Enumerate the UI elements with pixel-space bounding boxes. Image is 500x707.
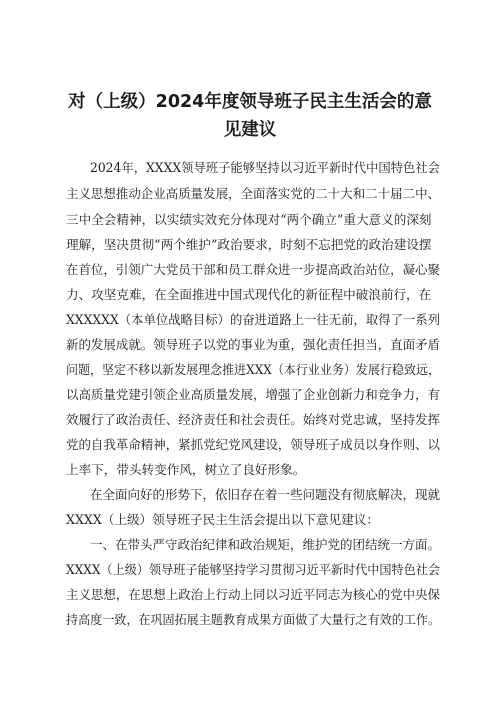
paragraph-line: 2024年，XXXX领导班子能够坚持以习近平新时代中国特色社会 bbox=[90, 160, 440, 175]
paragraph-line: 在首位，引领广大党员干部和员工群众进一步提高政治站位，凝心聚 bbox=[66, 262, 440, 277]
paragraph-line: 主义思想推动企业高质量发展，全面落实党的二十大和二十届二中、 bbox=[66, 186, 440, 201]
paragraph-line: 主义思想，在思想上政治上行动上同以习近平同志为核心的党中央保 bbox=[66, 587, 440, 602]
paragraph-line: 理解，坚决贯彻“两个维护”政治要求，时刻不忘把党的政治建设摆 bbox=[66, 237, 432, 252]
paragraph-line: 力、攻坚克难，在全面推进中国式现代化的新征程中破浪前行，在 bbox=[66, 287, 432, 302]
paragraph-line: XXXXXX（本单位战略目标）的奋进道路上一往无前，取得了一系列 bbox=[66, 312, 440, 327]
paragraph-line: 以高质量党建引领企业高质量发展，增强了企业创新力和竞争力，有 bbox=[66, 387, 440, 402]
paragraph-line: 党的自我革命精神，紧抓党纪党风建设，领导班子成员以身作则、以 bbox=[66, 437, 440, 452]
paragraph-line: 上率下，带头转变作风，树立了良好形象。 bbox=[66, 462, 306, 477]
paragraph-line: 新的发展成就。领导班子以党的事业为重，强化责任担当，直面矛盾 bbox=[66, 337, 440, 352]
paragraph-line: 问题，坚定不移以新发展理念推进XXX（本行业业务）发展行稳致远， bbox=[66, 362, 441, 377]
paragraph-line: XXXX（上级）领导班子民主生活会提出以下意见建议： bbox=[66, 512, 379, 527]
document-title-line-1: 对（上级）2024年度领导班子民主生活会的意 bbox=[68, 92, 432, 112]
paragraph-line: 三中全会精神，以实绩实效充分体现对“两个确立”重大意义的深刻 bbox=[66, 212, 432, 227]
document-title-line-2: 见建议 bbox=[223, 120, 277, 140]
paragraph-line: 效履行了政治责任、经济责任和社会责任。始终对党忠诚，坚持发挥 bbox=[66, 412, 440, 427]
section-heading-line: 一、在带头严守政治纪律和政治规矩，维护党的团结统一方面。 bbox=[90, 537, 441, 552]
paragraph-line: XXXX（上级）领导班子能够坚持学习贯彻习近平新时代中国特色社会 bbox=[66, 562, 441, 577]
paragraph-line: 持高度一致，在巩固拓展主题教育成果方面做了大量行之有效的工作。 bbox=[66, 612, 441, 627]
paragraph-line: 在全面向好的形势下，依旧存在着一些问题没有彻底解决，现就 bbox=[90, 487, 441, 502]
